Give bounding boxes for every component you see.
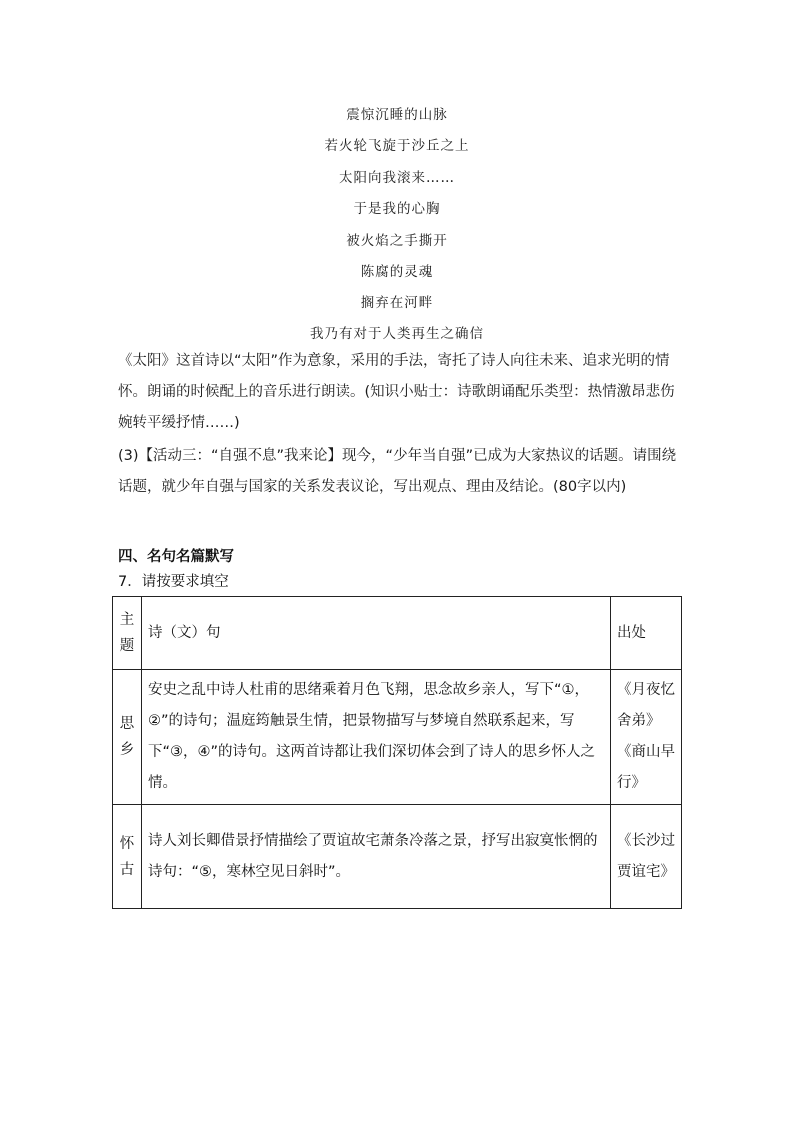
poem-line: 我乃有对于人类再生之确信 <box>310 326 484 342</box>
row-source: 《长沙过贾谊宅》 <box>611 805 682 909</box>
table-row <box>113 805 682 909</box>
header-topic-label: 主题 <box>119 612 135 654</box>
row-verse: 安史之乱中诗人杜甫的思绪乘着月色飞翔，思念故乡亲人，写下“①，②”的诗句；温庭筠触景生情，把景物描写与梦境自然联系起来，写下“③，④”的诗句。这两首诗都让我们深切体会到了诗人的思乡怀人之情。 <box>142 670 611 805</box>
header-verse: 诗（文）句 <box>142 597 611 670</box>
poem-line: 陈腐的灵魂 <box>360 264 434 280</box>
header-topic <box>113 597 142 670</box>
row-topic: 思乡 <box>113 670 142 805</box>
table-header-row <box>113 597 682 670</box>
poem-line: 太阳向我滚来…… <box>339 170 455 186</box>
poem-line: 若火轮飞旋于沙丘之上 <box>324 138 470 154</box>
question-paragraph-taiyang: 《太阳》这首诗以“太阳”作为意象，采用的手法，寄托了诗人向往未来、追求光明的情怀。朗诵的时候配上的音乐进行朗读。(知识小贴士：诗歌朗诵配乐类型：热情激昂悲伤婉转平缓抒情……) <box>118 353 675 431</box>
poem-line: 搁弃在河畔 <box>360 295 434 311</box>
row-topic: 怀古 <box>113 805 142 909</box>
question-paragraph-activity-three: (3)【活动三：“自强不息”我来论】现今，“少年当自强”已成为大家热议的话题。请围绕话题，就少年自强与国家的关系发表议论，写出观点、理由及结论。(80字以内) <box>118 448 677 495</box>
poem-line: 于是我的心胸 <box>353 201 441 217</box>
header-source: 出处 <box>611 597 682 670</box>
row-source: 《月夜忆舍弟》《商山早行》 <box>611 670 682 805</box>
fill-in-table <box>112 596 682 909</box>
section-heading: 四、名句名篇默写 <box>118 549 234 565</box>
poem-line: 被火焰之手撕开 <box>346 233 448 249</box>
row-verse: 诗人刘长卿借景抒情描绘了贾谊故宅萧条冷落之景，抒写出寂寞怅惘的诗句：“⑤，寒林空见日斜时”。 <box>142 805 611 909</box>
poem-line: 震惊沉睡的山脉 <box>346 107 448 123</box>
question-seven: 7．请按要求填空 <box>118 574 229 590</box>
table-row <box>113 670 682 805</box>
